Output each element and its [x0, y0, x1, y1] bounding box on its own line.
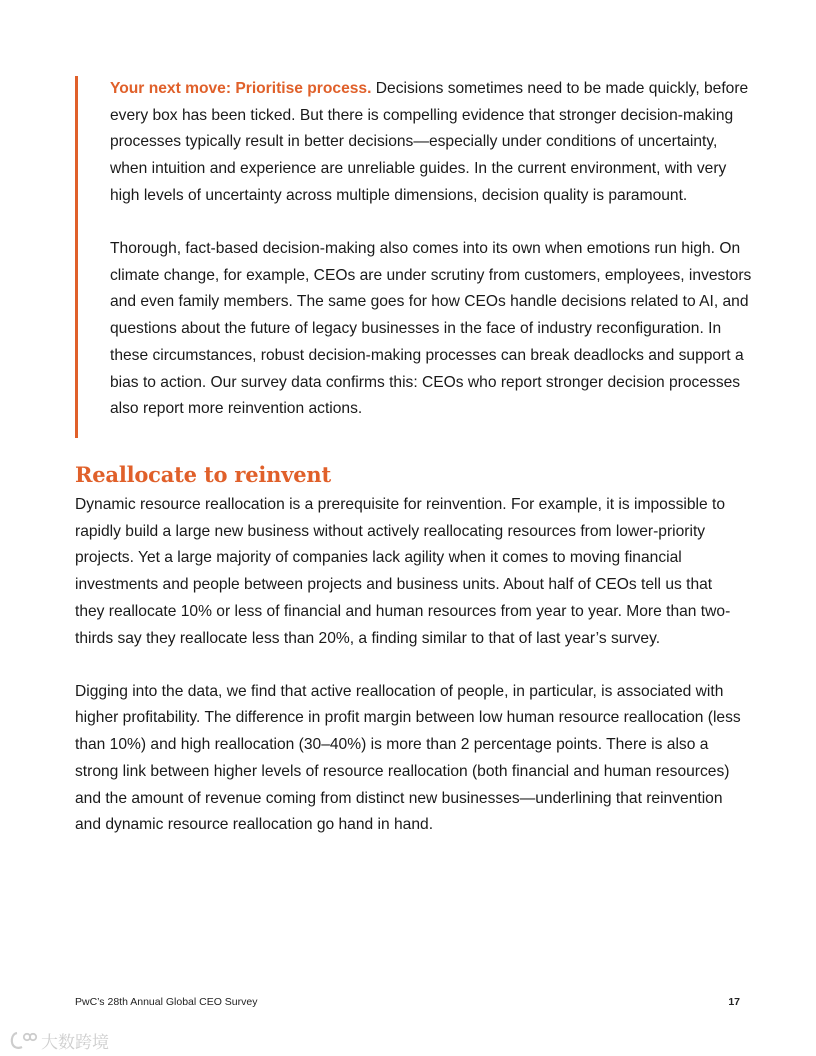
page-number: 17	[728, 996, 740, 1008]
footer-report-title: PwC’s 28th Annual Global CEO Survey	[75, 996, 258, 1008]
callout-paragraph-1-text: Decisions sometimes need to be made quickly, before every box has been ticked. But there is compelling evidence that stronger decision-making processes typically result in better decisions—especially under conditions of uncertainty, when intuition and experience are unreliable guides. In the current environment, with very high levels of uncertainty across multiple dimensions, decision quality is paramount.	[110, 80, 749, 204]
callout-paragraph-1	[110, 76, 755, 210]
section-paragraph: Digging into the data, we find that active reallocation of people, in particular, is associated with higher profitability. The difference in profit margin between low human resource reallocation (less than 10%) and high reallocation (30–40%) is more than 2 percentage points. There is also a strong link between higher levels of resource reallocation (both financial and human resources) and the amount of revenue coming from distinct new businesses—underlining that reinvention and dynamic resource reallocation go hand in hand.	[75, 682, 741, 834]
section-paragraph: Dynamic resource reallocation is a prerequisite for reinvention. For example, it is impossible to rapidly build a large new business without actively reallocating resources from lower-priority projects. Yet a large majority of companies lack agility when it comes to moving financial investments and people between projects and business units. About half of CEOs tell us that they reallocate 10% or less of financial and human resources from year to year. More than two-thirds say they reallocate less than 20%, a finding similar to that of last year’s survey.	[75, 496, 731, 647]
callout-paragraph-2: Thorough, fact-based decision-making also comes into its own when emotions run high. On climate change, for example, CEOs are under scrutiny from customers, employees, investors and even family members. The same goes for how CEOs handle decisions related to AI, and questions about the future of legacy businesses in the face of industry reconfiguration. In these circumstances, robust decision-making processes can break deadlocks and support a bias to action. Our survey data confirms this: CEOs who report stronger decision processes also report more reinvention actions.	[110, 240, 752, 418]
section-heading: Reallocate to reinvent	[75, 462, 331, 487]
watermark-text: 大数跨境	[41, 1033, 109, 1052]
callout-body	[110, 76, 755, 423]
watermark	[8, 1028, 109, 1053]
watermark-logo-icon	[8, 1029, 38, 1053]
section-body	[75, 492, 745, 839]
callout-lead: Your next move: Prioritise process.	[110, 80, 372, 97]
callout-box	[75, 76, 758, 438]
